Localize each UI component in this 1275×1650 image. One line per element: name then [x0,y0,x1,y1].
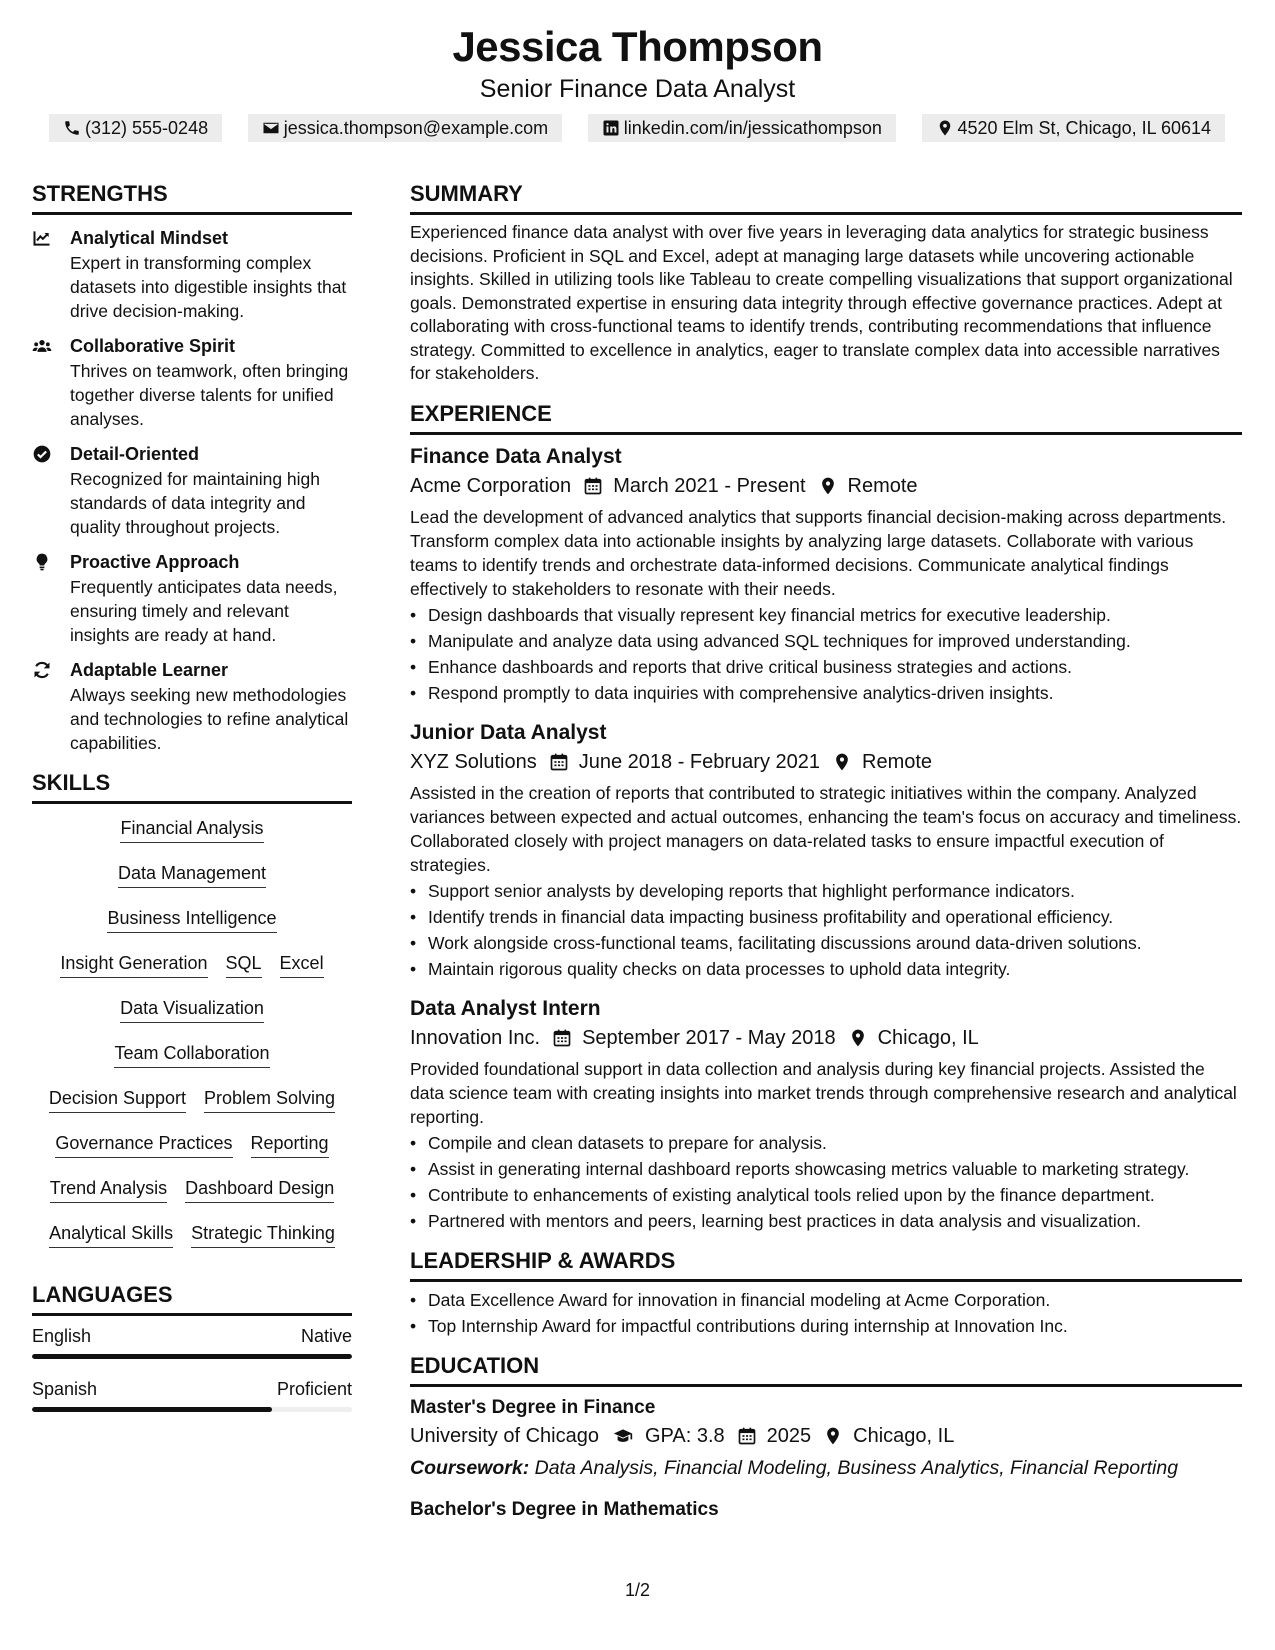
language-bar [32,1407,352,1412]
strengths-list [32,225,352,755]
strength-desc: Expert in transforming complex datasets into digestible insights that drive decision-making. [70,253,347,321]
phone-text: (312) 555-0248 [85,117,209,138]
job-bullets [410,1131,1242,1233]
job-company: Acme Corporation [410,474,572,497]
job-description: Lead the development of advanced analytics that supports financial decision-making across departments. Transform complex data into actionable insights by analyzing large datasets. Collaborate with various teams to identify trends and orchestrate data-informed decisions. Communicate analytical findings effectively to stakeholders to resonate with their needs. [410,506,1227,599]
page-number: 1/2 [624,1580,651,1600]
coursework-list: Data Analysis, Financial Modeling, Business Analytics, Financial Reporting [534,1456,1179,1479]
list-item: • Respond promptly to data inquiries with comprehensive analytics-driven insights. [410,681,1242,705]
map-pin-icon [823,1426,843,1446]
leadership-heading: LEADERSHIP & AWARDS [410,1247,1242,1282]
skill-tag: Trend Analysis [50,1176,167,1203]
leadership-section [410,1247,1242,1338]
contact-bar [49,114,1225,142]
language-name: English [32,1326,92,1346]
experience-section [410,400,1242,1233]
contact-linkedin[interactable] [588,114,896,142]
contact-address[interactable] [922,114,1226,142]
skill-tag: Dashboard Design [185,1176,334,1203]
skill-tag: Analytical Skills [49,1221,173,1248]
list-item: • Assist in generating internal dashboard reports showcasing metrics valuable to marketing strategy. [410,1157,1242,1181]
coursework [410,1453,1242,1483]
calendar-icon [737,1426,757,1446]
linkedin-text: linkedin.com/in/jessicathompson [623,117,882,138]
strength-item [32,225,352,323]
skills-section [32,769,352,1266]
strength-title: Collaborative Spirit [70,336,236,356]
strength-title: Analytical Mindset [70,228,229,248]
job-bullets [410,603,1242,705]
summary-heading: SUMMARY [410,180,1242,215]
language-bar-fill [32,1354,352,1359]
strength-item [32,333,352,431]
skill-tag: Reporting [251,1131,329,1158]
language-bar [32,1354,352,1359]
lightbulb-icon [32,552,52,572]
contact-email[interactable] [248,114,562,142]
calendar-icon [549,752,569,772]
job-title: Finance Data Analyst [410,444,622,468]
skill-tag: Insight Generation [60,951,207,978]
strength-item [32,441,352,539]
map-pin-icon [832,752,852,772]
job-title: Data Analyst Intern [410,996,601,1020]
skill-tag: Data Management [118,861,266,888]
summary-text: Experienced finance data analyst with over five years in leveraging data analytics for strategic business decisions. Proficient in SQL and Excel, adept at managing large datasets while uncovering actionable insights. Skilled in utilizing tools like Tableau to create compelling visualizations that support organizational goals. Demonstrated expertise in ensuring data integrity through effective governance practices. Adept at collaborating with cross-functional teams to identify trends, contributing recommendations that influence strategy. Committed to excellence in analytics, eager to translate complex data into accessible narratives for stakeholders. [410,222,1233,383]
resume-header [0,22,1275,104]
refresh-icon [32,660,52,680]
list-item: • Enhance dashboards and reports that drive critical business strategies and actions. [410,655,1242,679]
list-item: • Top Internship Award for impactful contributions during internship at Innovation Inc. [410,1314,1242,1338]
language-item [32,1324,352,1359]
degree-title: Master's Degree in Finance [410,1396,656,1418]
strength-desc: Recognized for maintaining high standards of data integrity and quality throughout projects. [70,469,321,537]
map-pin-icon [848,1028,868,1048]
graduation-cap-icon [611,1426,635,1446]
job-dates: June 2018 - February 2021 [578,750,821,773]
right-column [410,180,1242,1523]
list-item: • Contribute to enhancements of existing analytical tools relied upon by the finance department. [410,1183,1242,1207]
contact-phone[interactable] [49,114,222,142]
strengths-heading: STRENGTHS [32,180,352,215]
school-name: University of Chicago [410,1424,599,1447]
trend-chart-icon [32,228,52,248]
list-item: • Partnered with mentors and peers, learning best practices in data analysis and visualization. [410,1209,1242,1233]
job-entry [410,719,1242,981]
strength-title: Detail-Oriented [70,444,200,464]
job-company: Innovation Inc. [410,1026,541,1049]
list-item: • Design dashboards that visually represent key financial metrics for executive leadership. [410,603,1242,627]
job-title: Junior Data Analyst [410,720,607,744]
job-location: Chicago, IL [877,1026,979,1049]
job-company: XYZ Solutions [410,750,537,773]
job-bullets [410,879,1242,981]
candidate-title: Senior Finance Data Analyst [479,75,796,103]
skill-tag: Problem Solving [204,1086,335,1113]
coursework-label: Coursework: [410,1456,530,1479]
job-location: Remote [847,474,918,497]
job-entry [410,995,1242,1233]
email-text: jessica.thompson@example.com [283,117,549,138]
skill-tag: SQL [226,951,262,978]
check-circle-icon [32,444,52,464]
language-name: Spanish [32,1379,98,1399]
strength-desc: Thrives on teamwork, often bringing together diverse talents for unified analyses. [70,361,349,429]
list-item: • Support senior analysts by developing reports that highlight performance indicators. [410,879,1242,903]
education-section [410,1352,1242,1523]
calendar-icon [583,476,603,496]
skills-list [32,816,352,1266]
job-entry [410,443,1242,705]
job-dates: March 2021 - Present [613,474,806,497]
skill-tag: Strategic Thinking [191,1221,335,1248]
list-item: • Maintain rigorous quality checks on data processes to uphold data integrity. [410,957,1242,981]
language-level: Proficient [276,1379,352,1399]
job-location: Remote [862,750,933,773]
strength-item [32,657,352,755]
phone-icon [63,119,81,137]
left-column [32,180,352,1430]
job-description: Assisted in the creation of reports that contributed to strategic initiatives within the company. Analyzed variances between expected and actual outcomes, enhancing the team's focus on accuracy and timeliness. Collaborated closely with project managers on data-related tasks to ensure impactful execution of strategies. [410,782,1242,875]
strength-item [32,549,352,647]
degree-location: Chicago, IL [853,1424,955,1447]
map-pin-icon [818,476,838,496]
address-text: 4520 Elm St, Chicago, IL 60614 [957,117,1211,138]
awards-list [410,1288,1242,1338]
gpa-text: GPA: 3.8 [644,1424,725,1447]
linkedin-icon [602,119,620,137]
job-dates: September 2017 - May 2018 [582,1026,836,1049]
language-level: Native [300,1326,352,1346]
strength-desc: Frequently anticipates data needs, ensuring timely and relevant insights are ready at hand. [70,577,338,645]
strength-desc: Always seeking new methodologies and technologies to refine analytical capabilities. [70,685,349,753]
list-item: • Identify trends in financial data impacting business profitability and operational efficiency. [410,905,1242,929]
education-heading: EDUCATION [410,1352,1242,1387]
experience-heading: EXPERIENCE [410,400,1242,435]
skill-tag: Business Intelligence [107,906,276,933]
list-item: • Work alongside cross-functional teams, facilitating discussions around data-driven solutions. [410,931,1242,955]
languages-heading: LANGUAGES [32,1281,352,1316]
skills-heading: SKILLS [32,769,352,804]
skill-tag: Financial Analysis [120,816,263,843]
skill-tag: Governance Practices [55,1131,232,1158]
language-bar-fill [32,1407,272,1412]
skill-tag: Excel [280,951,324,978]
map-pin-icon [936,119,954,137]
users-icon [32,336,52,356]
list-item: • Data Excellence Award for innovation in financial modeling at Acme Corporation. [410,1288,1242,1312]
list-item: • Manipulate and analyze data using advanced SQL techniques for improved understanding. [410,629,1242,653]
languages-section [32,1281,352,1412]
job-description: Provided foundational support in data collection and analysis during key financial projects. Assisted the data science team with creating insights into market trends through comprehensive research and analytical reporting. [410,1058,1237,1127]
envelope-icon [262,119,280,137]
candidate-name: Jessica Thompson [452,23,823,70]
strength-title: Proactive Approach [70,552,240,572]
skill-tag: Data Visualization [120,996,264,1023]
degree-title: Bachelor's Degree in Mathematics [410,1498,719,1520]
calendar-icon [552,1028,572,1048]
degree-year: 2025 [766,1424,812,1447]
skill-tag: Decision Support [49,1086,186,1113]
strength-title: Adaptable Learner [70,660,229,680]
skill-tag: Team Collaboration [114,1041,269,1068]
list-item: • Compile and clean datasets to prepare for analysis. [410,1131,1242,1155]
language-item [32,1377,352,1412]
